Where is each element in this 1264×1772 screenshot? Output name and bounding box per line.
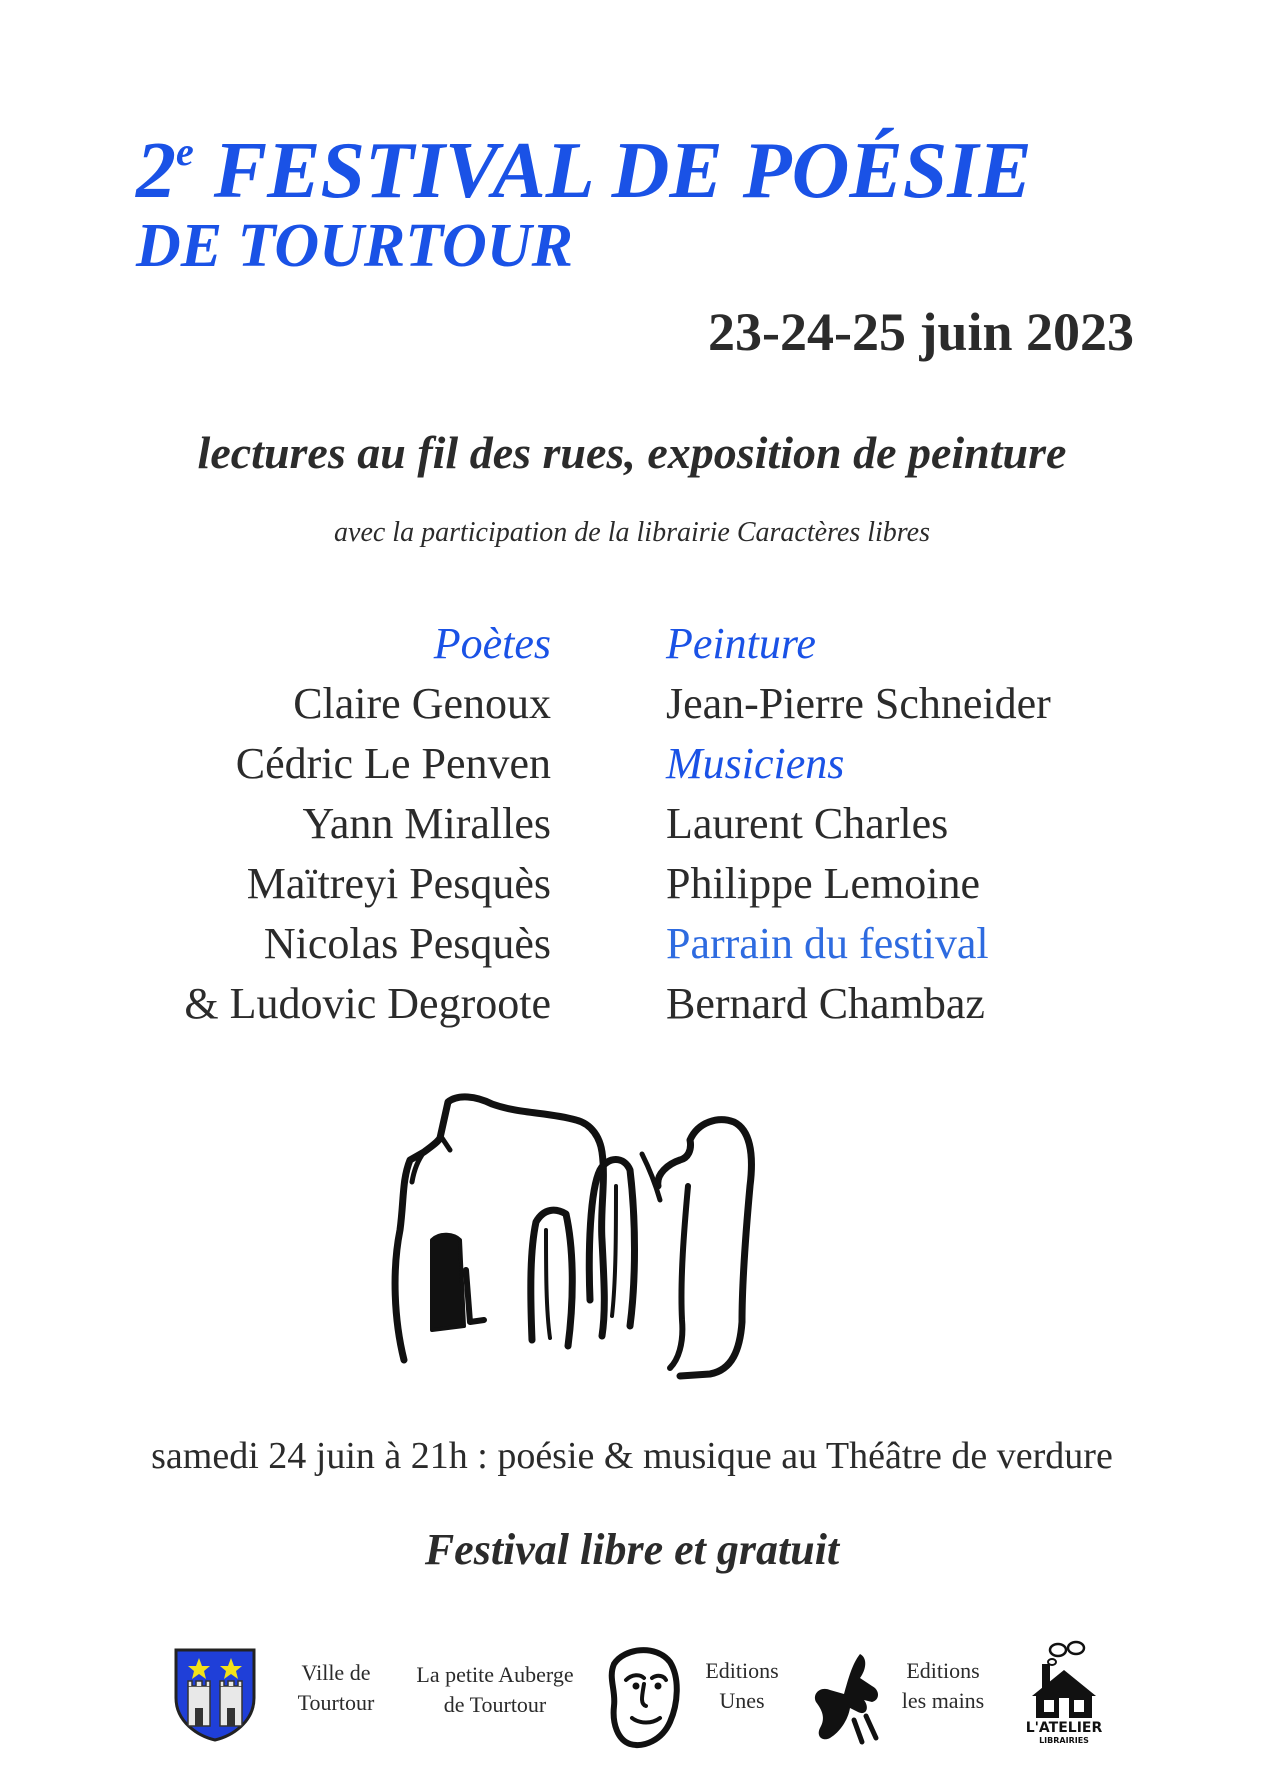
patron-name: Bernard Chambaz (666, 979, 985, 1028)
coat-of-arms-icon (172, 1646, 258, 1742)
poet-name: Maïtreyi Pesquès (246, 859, 551, 908)
face-sketch-icon (600, 1644, 682, 1752)
partner-line: Editions (705, 1658, 779, 1683)
partner-line: Editions (906, 1658, 980, 1683)
partner-line: La petite Auberge (416, 1662, 574, 1687)
title-number: 2 (136, 127, 176, 215)
title-line1-text: FESTIVAL DE POÉSIE (193, 127, 1032, 215)
poets-heading: Poètes (433, 619, 551, 668)
ruins-ink-drawing (380, 1090, 880, 1400)
festival-title (136, 104, 1032, 219)
poet-name: Claire Genoux (293, 679, 551, 728)
musicians-heading: Musiciens (666, 739, 845, 788)
painting-heading: Peinture (666, 619, 816, 668)
bookshop-house-icon (1024, 1640, 1104, 1748)
partner-editions-les-mains (888, 1656, 998, 1716)
partner-line: les mains (901, 1688, 985, 1713)
poets-column (184, 614, 551, 1034)
atelier-logo-subtext: LIBRAIRIES (1039, 1736, 1089, 1745)
partners-bar (0, 1640, 1264, 1760)
artists-column (666, 614, 1051, 1034)
partner-line: de Tourtour (443, 1692, 547, 1717)
poet-name: Nicolas Pesquès (263, 919, 551, 968)
poet-name: & Ludovic Degroote (184, 979, 551, 1028)
poet-name: Yann Miralles (302, 799, 551, 848)
partner-petite-auberge (400, 1660, 590, 1720)
partner-line: Ville de (301, 1660, 371, 1685)
partner-ville-de-tourtour (286, 1658, 386, 1718)
festival-dates: 23-24-25 juin 2023 (707, 302, 1134, 362)
musician-name: Laurent Charles (666, 799, 949, 848)
partner-editions-unes (692, 1656, 792, 1716)
musician-name: Philippe Lemoine (666, 859, 981, 908)
atelier-logo-text: L'ATELIER (1025, 1720, 1103, 1736)
partner-line: Unes (719, 1688, 765, 1713)
festival-subtitle: DE TOURTOUR (136, 212, 573, 280)
title-superscript: e (176, 129, 194, 174)
free-entry-note: Festival libre et gratuit (424, 1525, 840, 1574)
patron-heading: Parrain du festival (666, 919, 989, 968)
participation-note: avec la participation de la librairie Caractères libres (334, 517, 930, 548)
hand-sketch-icon (810, 1650, 886, 1746)
evening-event: samedi 24 juin à 21h : poésie & musique au Théâtre de verdure (151, 1435, 1113, 1477)
partner-line: Tourtour (297, 1690, 375, 1715)
poet-name: Cédric Le Penven (235, 739, 551, 788)
tagline: lectures au fil des rues, exposition de peinture (197, 427, 1067, 478)
painter-name: Jean-Pierre Schneider (666, 679, 1051, 728)
